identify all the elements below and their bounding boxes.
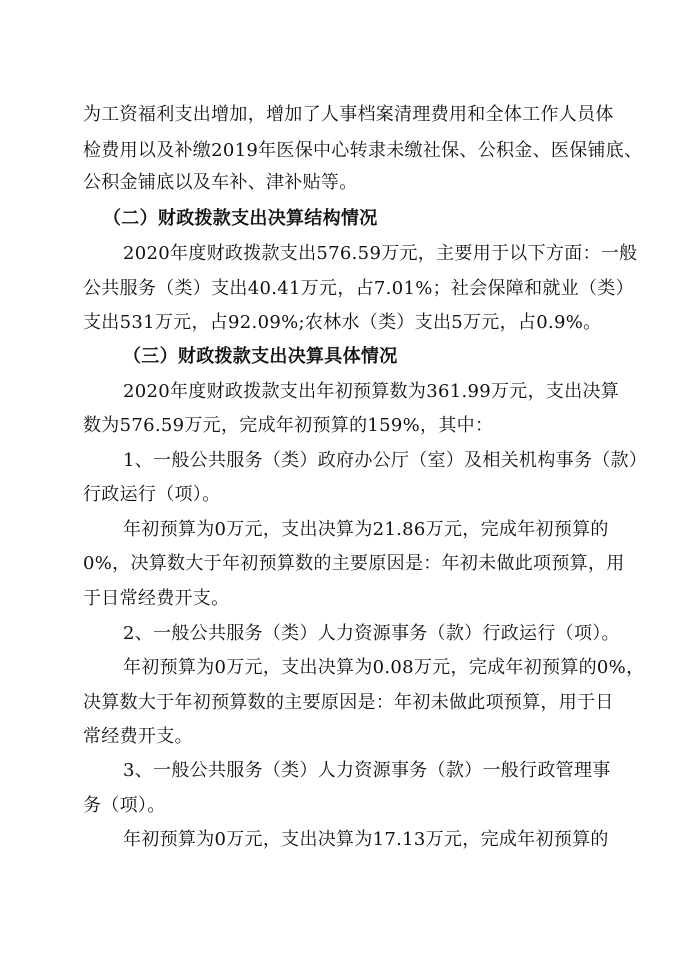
item-heading: 行政运行（项）。 [83, 484, 221, 505]
paragraph-line: 公积金铺底以及车补、津补贴等。 [83, 172, 358, 193]
item-heading: 2、一般公共服务（类）人力资源事务（款）行政运行（项）。 [123, 623, 620, 644]
paragraph-line: 2020年度财政拨款支出576.59万元，主要用于以下方面：一般 [123, 243, 638, 264]
paragraph-line: 0%，决算数大于年初预算数的主要原因是：年初未做此项预算，用 [83, 553, 625, 574]
item-heading: 1、一般公共服务（类）政府办公厅（室）及相关机构事务（款） [123, 450, 648, 471]
paragraph-line: 检费用以及补缴2019年医保中心转隶未缴社保、公积金、医保铺底、 [83, 140, 643, 161]
paragraph-line: 支出531万元，占92.09%;农林水（类）支出5万元，占0.9%。 [83, 312, 602, 333]
paragraph-line: 2020年度财政拨款支出年初预算数为361.99万元，支出决算 [123, 381, 620, 402]
item-heading: 3、一般公共服务（类）人力资源事务（款）一般行政管理事 [123, 760, 611, 781]
paragraph-line: 年初预算为0万元，支出决算为21.86万元，完成年初预算的 [123, 519, 609, 540]
paragraph-line: 年初预算为0万元，支出决算为0.08万元，完成年初预算的0%， [123, 657, 645, 678]
paragraph-line: 公共服务（类）支出40.41万元，占7.01%；社会保障和就业（类） [83, 278, 634, 299]
paragraph-line: 决算数大于年初预算数的主要原因是：年初未做此项预算，用于日 [83, 692, 614, 713]
paragraph-line: 年初预算为0万元，支出决算为17.13万元，完成年初预算的 [123, 829, 609, 850]
paragraph-line: 常经费开支。 [83, 726, 193, 747]
paragraph-line: 数为576.59万元，完成年初预算的159%，其中： [83, 415, 494, 436]
section-heading: （三）财政拨款支出决算具体情况 [123, 346, 398, 367]
section-heading: （二）财政拨款支出决算结构情况 [103, 208, 378, 229]
item-heading: 务（项）。 [83, 795, 166, 816]
paragraph-line: 于日常经费开支。 [83, 588, 230, 609]
paragraph-line: 为工资福利支出增加，增加了人事档案清理费用和全体工作人员体 [83, 104, 614, 125]
